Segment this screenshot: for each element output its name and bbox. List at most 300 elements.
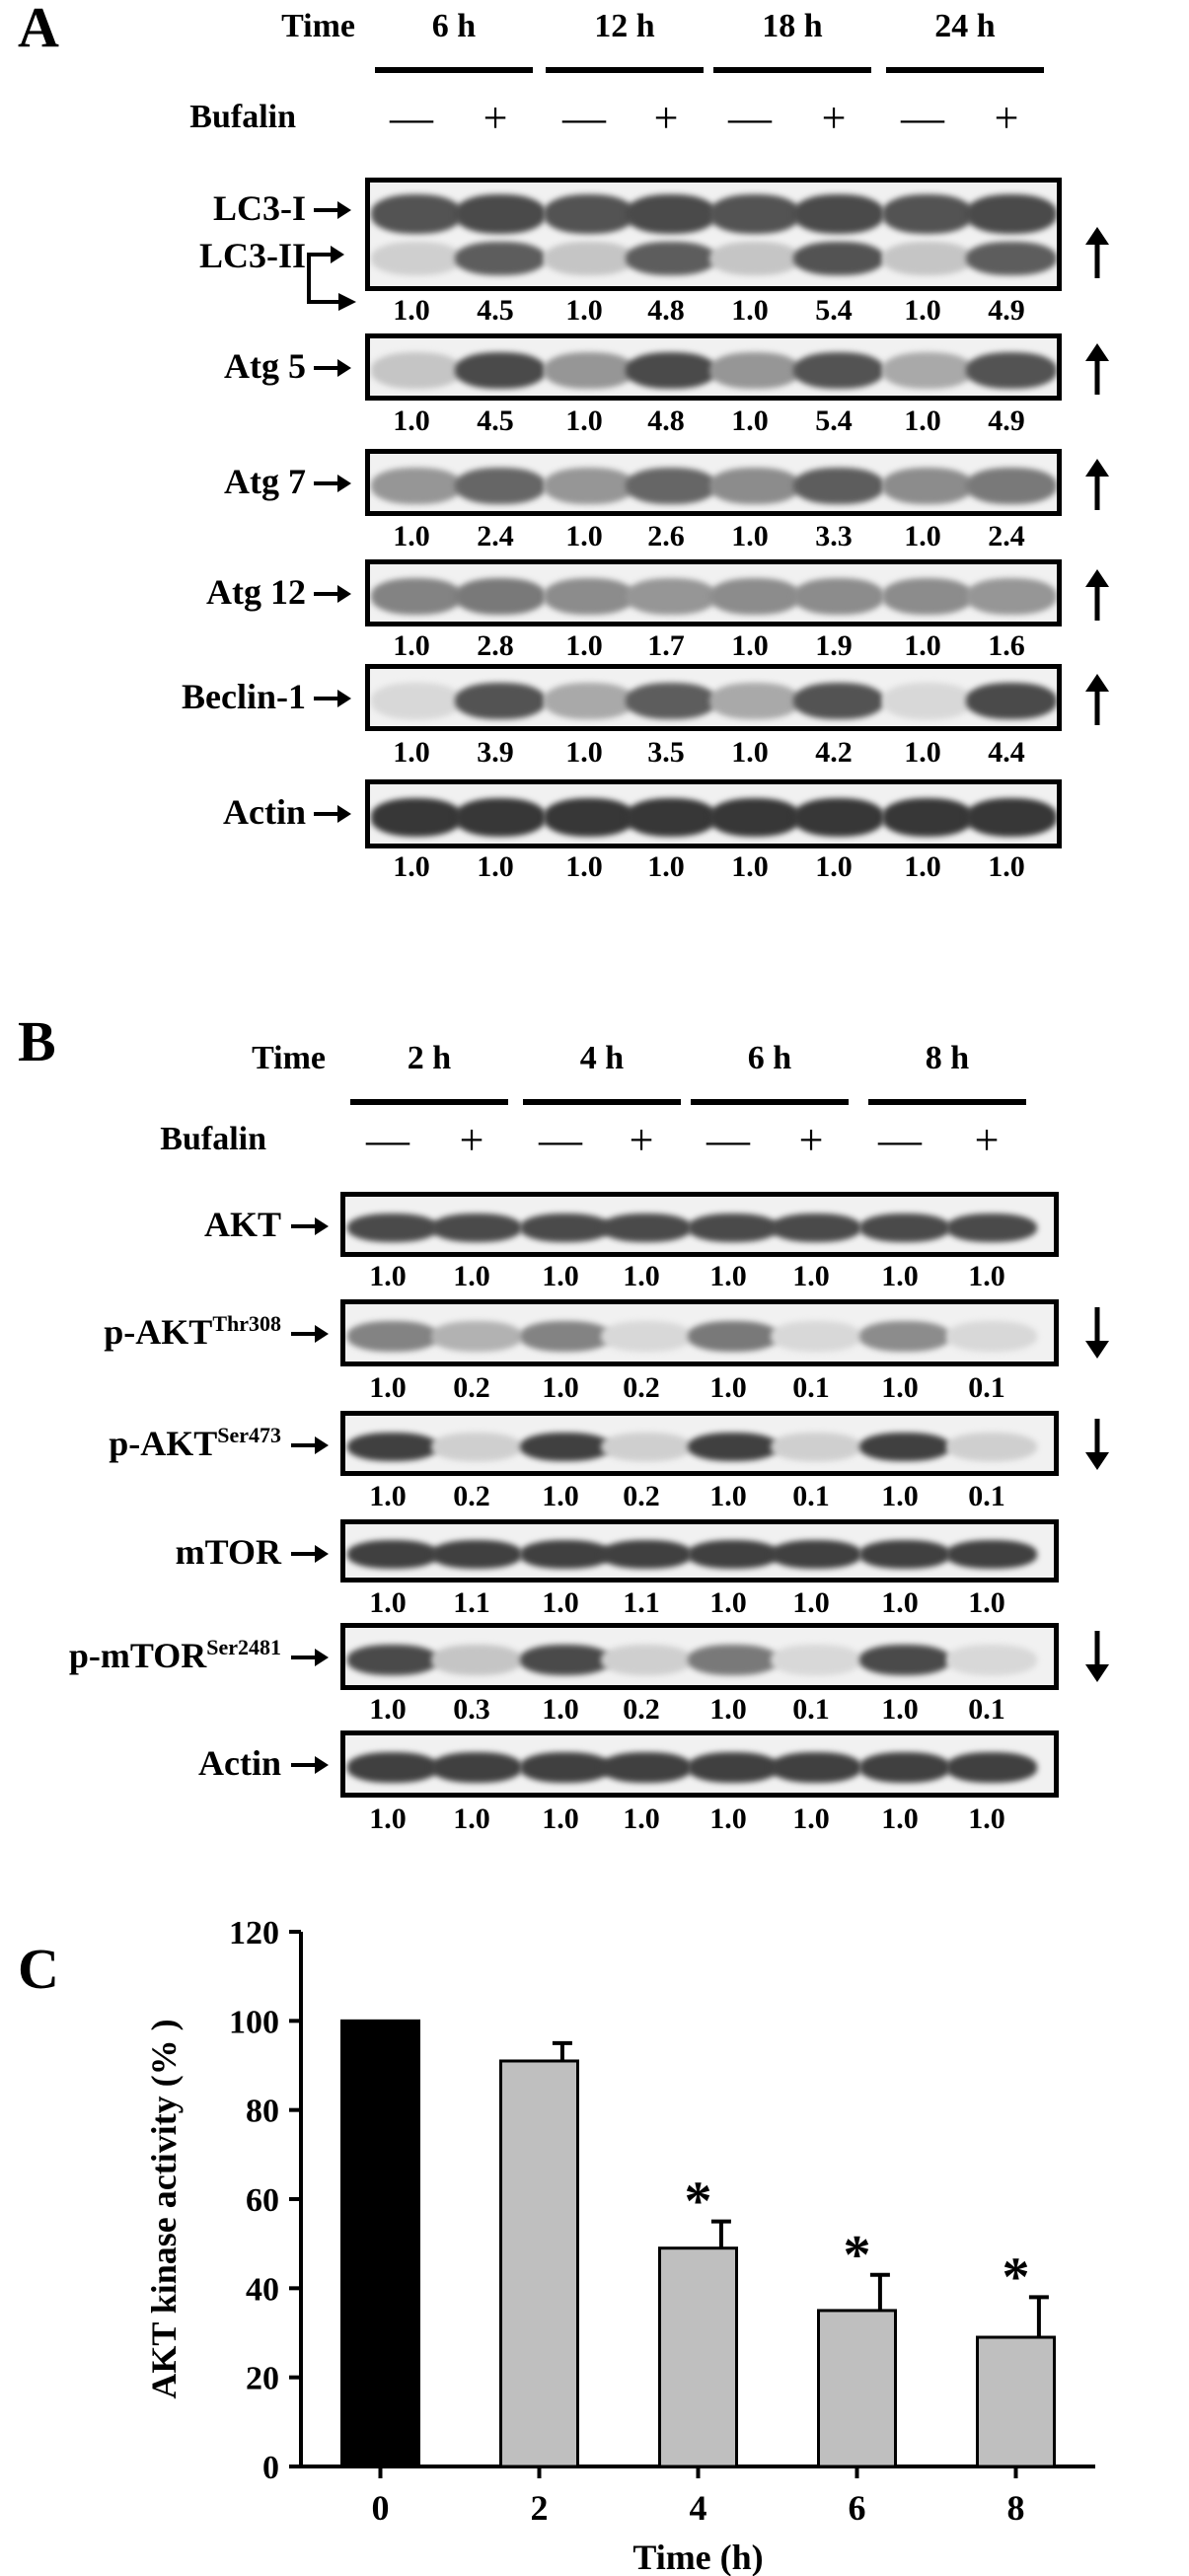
densitometry-value: 1.0 [393,629,430,662]
densitometry-value: 0.2 [453,1371,490,1404]
label-arrow-icon [291,1323,331,1345]
blot-band [544,798,634,837]
y-tick-label: 60 [246,2182,279,2219]
blot-band [946,1645,1037,1675]
blot-band [771,1433,861,1462]
treatment-sign: + [483,94,508,142]
blot-band [688,1540,779,1569]
western-blot-strip [365,779,1062,848]
time-group-underline [546,67,704,73]
blot-band [371,578,462,615]
western-blot-strip [340,1623,1059,1690]
western-blot-strip [365,664,1062,731]
blot-band [771,1214,861,1243]
densitometry-value: 1.0 [881,1803,919,1835]
blot-band [882,352,973,389]
western-blot-strip [340,1730,1059,1798]
blot-label [20,1635,281,1676]
densitometry-value: 0.1 [792,1693,830,1726]
blot-band [455,352,546,389]
blot-band [601,1321,692,1352]
blot-band [859,1645,950,1675]
label-arrow-icon [314,803,353,825]
densitometry-value: 1.0 [731,736,769,769]
blot-label: Beclin-1 [182,677,306,716]
densitometry-value: 1.0 [623,1803,660,1835]
blot-band [455,798,546,837]
densitometry-value: 1.0 [904,520,941,552]
densitometry-value: 1.0 [731,520,769,552]
densitometry-value: 1.1 [623,1586,660,1619]
densitometry-value: 2.4 [988,520,1025,552]
densitometry-value: 1.0 [731,294,769,327]
bar [501,2061,578,2466]
time-group-underline [691,1099,849,1105]
blot-label [20,1204,281,1245]
blot-band [859,1752,950,1783]
blot-label: Atg 7 [224,462,306,501]
panel-b-treatment-label: Bufalin [160,1121,266,1157]
blot-band [371,242,462,276]
blot-band [347,1540,438,1569]
blot-band [946,1433,1037,1462]
blot-band [347,1433,438,1462]
blot-band [626,468,716,504]
blot-band [544,468,634,504]
blot-band [688,1645,779,1675]
blot-band [688,1752,779,1783]
densitometry-value: 0.1 [792,1371,830,1404]
blot-band [431,1433,522,1462]
densitometry-value: 1.0 [709,1260,747,1292]
x-tick-label: 6 [848,2488,866,2528]
label-arrow-icon [291,1647,331,1668]
time-group-underline [868,1099,1026,1105]
blot-band [966,578,1057,615]
blot-band [455,578,546,615]
y-tick-label: 40 [246,2271,279,2309]
blot-band [455,468,546,504]
time-group-underline [350,1099,508,1105]
time-group-underline [375,67,533,73]
blot-band [544,683,634,719]
blot-label-text: p-AKT [104,1312,213,1352]
blot-band [544,352,634,389]
label-arrow-icon [291,1435,331,1456]
densitometry-value: 4.8 [647,294,685,327]
blot-band [601,1214,692,1243]
western-blot-strip [365,178,1062,291]
blot-band [882,468,973,504]
blot-label [20,1311,281,1353]
blot-band [520,1540,611,1569]
x-tick-label: 4 [689,2488,707,2528]
densitometry-value: 0.3 [453,1693,490,1726]
blot-band [859,1433,950,1462]
densitometry-value: 1.0 [565,294,603,327]
blot-band [688,1214,779,1243]
blot-band [966,468,1057,504]
densitometry-value: 0.2 [623,1693,660,1726]
trend-up-arrow-icon [1083,459,1111,510]
blot-band [520,1752,611,1783]
label-arrow-icon [314,357,353,379]
blot-band [347,1214,438,1243]
time-group-underline [886,67,1044,73]
densitometry-value: 1.0 [565,520,603,552]
blot-band [966,683,1057,719]
densitometry-value: 1.0 [881,1260,919,1292]
densitometry-value: 1.0 [393,294,430,327]
blot-band [626,798,716,837]
blot-band [966,242,1057,276]
densitometry-value: 4.4 [988,736,1025,769]
densitometry-value: 1.0 [393,520,430,552]
densitometry-value: 4.9 [988,405,1025,437]
treatment-sign: — [878,1116,922,1164]
y-tick-label: 100 [229,2004,279,2041]
blot-band [882,683,973,719]
densitometry-value: 1.0 [453,1260,490,1292]
significance-marker: * [843,2224,871,2286]
densitometry-value: 4.2 [815,736,853,769]
western-blot-strip [365,333,1062,401]
trend-down-arrow-icon [1083,1631,1111,1682]
label-arrow-icon [291,1215,331,1237]
blot-band [626,194,716,234]
densitometry-value: 1.0 [393,405,430,437]
densitometry-value: 1.0 [709,1803,747,1835]
panel-b-time-label: Time [252,1040,326,1076]
blot-band [709,798,800,837]
densitometry-value: 1.0 [731,850,769,883]
blot-band [882,578,973,615]
akt-kinase-bar-chart [0,1875,1189,2576]
treatment-sign: + [459,1116,484,1164]
densitometry-value: 1.0 [565,736,603,769]
densitometry-value: 1.1 [453,1586,490,1619]
densitometry-value: 1.0 [968,1803,1005,1835]
blot-label: Atg 5 [224,346,306,386]
densitometry-value: 2.8 [477,629,514,662]
densitometry-value: 1.0 [709,1480,747,1512]
blot-label [20,1742,281,1784]
blot-band [601,1752,692,1783]
densitometry-value: 3.3 [815,520,853,552]
y-axis-title: AKT kinase activity (% ) [144,2019,184,2399]
bar [660,2248,737,2466]
treatment-sign: + [653,94,679,142]
densitometry-value: 1.0 [904,850,941,883]
densitometry-value: 0.2 [623,1480,660,1512]
densitometry-value: 1.0 [565,850,603,883]
blot-band [626,352,716,389]
blot-band [859,1540,950,1569]
western-blot-strip [340,1411,1059,1476]
densitometry-value: 1.0 [369,1803,407,1835]
densitometry-value: 1.0 [369,1693,407,1726]
blot-band [431,1540,522,1569]
densitometry-value: 1.0 [453,1803,490,1835]
western-blot-strip [365,559,1062,626]
blot-label-superscript: Ser2481 [206,1635,281,1659]
treatment-sign: — [901,94,944,142]
blot-band [431,1321,522,1352]
blot-label: Atg 12 [206,572,306,612]
blot-band [966,352,1057,389]
blot-band [520,1645,611,1675]
densitometry-value: 1.0 [565,405,603,437]
densitometry-value: 1.0 [542,1480,579,1512]
blot-band [455,683,546,719]
densitometry-value: 1.0 [904,629,941,662]
densitometry-value: 0.1 [792,1480,830,1512]
blot-band [544,242,634,276]
densitometry-value: 1.0 [904,294,941,327]
densitometry-value: 3.9 [477,736,514,769]
time-header: 8 h [925,1040,970,1076]
densitometry-value: 1.0 [393,850,430,883]
blot-band [709,194,800,234]
blot-band [966,194,1057,234]
trend-up-arrow-icon [1083,227,1111,278]
y-tick-label: 0 [262,2450,279,2486]
densitometry-value: 5.4 [815,405,853,437]
blot-band [709,683,800,719]
densitometry-value: 1.0 [477,850,514,883]
treatment-sign: + [798,1116,824,1164]
blot-band [793,683,884,719]
blot-band [371,194,462,234]
blot-band [793,242,884,276]
x-tick-label: 8 [1006,2488,1025,2528]
densitometry-value: 1.0 [542,1586,579,1619]
trend-down-arrow-icon [1083,1419,1111,1470]
label-arrow-icon [314,688,353,709]
blot-band [771,1645,861,1675]
blot-band [431,1645,522,1675]
densitometry-value: 1.0 [792,1260,830,1292]
blot-band [601,1645,692,1675]
blot-band [709,242,800,276]
blot-label-text: AKT [203,1205,281,1244]
bar [342,2021,419,2466]
blot-band [946,1321,1037,1352]
treatment-sign: — [539,1116,582,1164]
densitometry-value: 1.0 [881,1371,919,1404]
panel-a-time-label: Time [281,8,355,44]
densitometry-value: 1.0 [881,1586,919,1619]
densitometry-value: 4.9 [988,294,1025,327]
densitometry-value: 4.5 [477,294,514,327]
blot-band [709,468,800,504]
densitometry-value: 1.0 [881,1480,919,1512]
blot-band [347,1321,438,1352]
densitometry-value: 1.9 [815,629,853,662]
densitometry-value: 0.1 [968,1693,1005,1726]
densitometry-value: 0.1 [968,1371,1005,1404]
densitometry-value: 4.8 [647,405,685,437]
treatment-sign: + [974,1116,1000,1164]
densitometry-value: 1.0 [709,1693,747,1726]
densitometry-value: 0.2 [453,1480,490,1512]
blot-band [859,1321,950,1352]
panel-b-letter: B [18,1009,56,1073]
blot-band [793,578,884,615]
blot-band [544,578,634,615]
y-tick-label: 20 [246,2360,279,2397]
x-tick-label: 0 [371,2488,390,2528]
panel-a-treatment-label: Bufalin [189,99,296,135]
densitometry-value: 0.2 [623,1371,660,1404]
blot-band [771,1752,861,1783]
treatment-sign: + [821,94,847,142]
blot-band [371,798,462,837]
treatment-sign: — [390,94,433,142]
treatment-sign: — [728,94,772,142]
blot-band [793,194,884,234]
western-blot-strip [365,449,1062,516]
densitometry-value: 1.7 [647,629,685,662]
blot-label-text: Actin [198,1743,281,1783]
label-arrow-icon [314,473,353,494]
time-header: 12 h [594,8,655,44]
densitometry-value: 1.0 [709,1371,747,1404]
western-blot-strip [340,1519,1059,1582]
densitometry-value: 1.0 [881,1693,919,1726]
blot-band [946,1214,1037,1243]
blot-label-text: p-mTOR [68,1636,207,1675]
blot-label [20,1531,281,1573]
densitometry-value: 1.0 [565,629,603,662]
blot-label-text: p-AKT [109,1424,218,1463]
western-blot-strip [340,1192,1059,1257]
densitometry-value: 1.0 [369,1371,407,1404]
x-axis-title: Time (h) [632,2538,764,2576]
blot-band [371,683,462,719]
y-tick-label: 80 [246,2093,279,2130]
densitometry-value: 1.0 [369,1586,407,1619]
densitometry-value: 0.1 [968,1480,1005,1512]
treatment-sign: — [366,1116,409,1164]
bar [978,2337,1055,2466]
bracket-arrow-icon [301,245,360,314]
label-arrow-icon [314,199,353,221]
blot-band [771,1540,861,1569]
blot-label: Actin [223,792,306,832]
densitometry-value: 2.4 [477,520,514,552]
densitometry-value: 1.0 [731,629,769,662]
bar [819,2311,896,2466]
densitometry-value: 5.4 [815,294,853,327]
blot-band [455,194,546,234]
time-header: 2 h [407,1040,452,1076]
blot-band [771,1321,861,1352]
time-header: 6 h [431,8,477,44]
panel-a-letter: A [18,0,59,59]
blot-band [709,352,800,389]
densitometry-value: 1.0 [542,1371,579,1404]
label-arrow-icon [291,1543,331,1565]
densitometry-value: 1.0 [968,1260,1005,1292]
densitometry-value: 1.0 [542,1693,579,1726]
blot-band [431,1752,522,1783]
densitometry-value: 1.0 [968,1586,1005,1619]
densitometry-value: 1.0 [904,736,941,769]
blot-band [688,1321,779,1352]
densitometry-value: 1.0 [369,1480,407,1512]
blot-band [793,468,884,504]
blot-band [946,1752,1037,1783]
blot-label-text: mTOR [175,1532,281,1572]
blot-label [20,1423,281,1464]
trend-up-arrow-icon [1083,674,1111,725]
densitometry-value: 1.0 [369,1260,407,1292]
densitometry-value: 2.6 [647,520,685,552]
densitometry-value: 1.0 [647,850,685,883]
trend-up-arrow-icon [1083,343,1111,395]
time-header: 4 h [579,1040,625,1076]
blot-band [544,194,634,234]
blot-band [626,683,716,719]
blot-band [431,1214,522,1243]
densitometry-value: 3.5 [647,736,685,769]
densitometry-value: 1.0 [731,405,769,437]
densitometry-value: 1.0 [542,1803,579,1835]
blot-band [946,1540,1037,1569]
treatment-sign: + [629,1116,654,1164]
blot-band [626,578,716,615]
blot-band [688,1433,779,1462]
blot-label-superscript: Thr308 [212,1311,281,1336]
time-header: 18 h [762,8,823,44]
densitometry-value: 1.0 [623,1260,660,1292]
blot-label: LC3-I [212,188,306,228]
densitometry-value: 1.6 [988,629,1025,662]
treatment-sign: + [994,94,1019,142]
label-arrow-icon [314,583,353,605]
treatment-sign: — [562,94,606,142]
trend-up-arrow-icon [1083,569,1111,621]
y-tick-label: 120 [229,1915,279,1951]
blot-band [601,1540,692,1569]
blot-band [709,578,800,615]
blot-band [371,468,462,504]
label-arrow-icon [291,1754,331,1776]
densitometry-value: 1.0 [792,1586,830,1619]
time-header: 6 h [747,1040,792,1076]
densitometry-value: 1.0 [393,736,430,769]
time-group-underline [713,67,871,73]
x-tick-label: 2 [530,2488,549,2528]
blot-band [859,1214,950,1243]
blot-band [347,1752,438,1783]
densitometry-value: 4.5 [477,405,514,437]
densitometry-value: 1.0 [904,405,941,437]
blot-band [626,242,716,276]
treatment-sign: — [706,1116,750,1164]
blot-band [601,1433,692,1462]
densitometry-value: 1.0 [542,1260,579,1292]
densitometry-value: 1.0 [815,850,853,883]
densitometry-value: 1.0 [709,1586,747,1619]
panel-c-letter: C [18,1937,59,2001]
blot-band [455,242,546,276]
significance-marker: * [684,2171,712,2233]
densitometry-value: 1.0 [792,1803,830,1835]
blot-band [793,352,884,389]
blot-band [520,1321,611,1352]
